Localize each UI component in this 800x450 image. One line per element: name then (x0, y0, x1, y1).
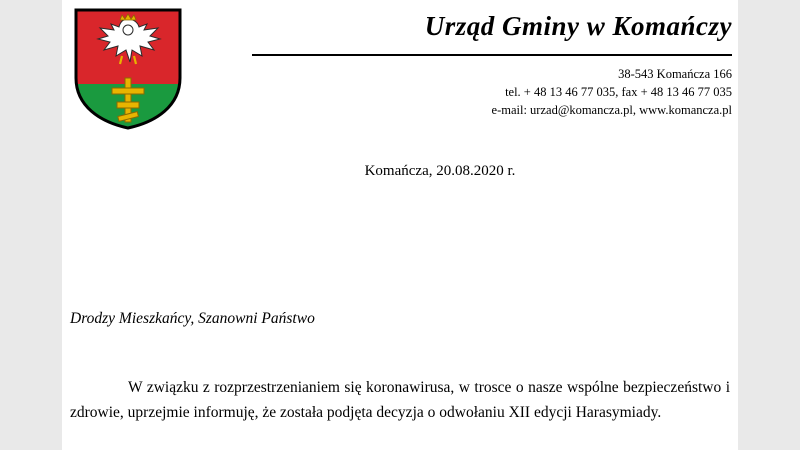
body-paragraph: W związku z rozprzestrzenianiem się koronawirusa, w trosce o nasze wspólne bezpieczeństwo i zdrowie, uprzejmie informuję, że została podjęta decyzja o odwołaniu XII edycji Harasymiady. (70, 379, 730, 422)
salutation: Drodzy Mieszkańcy, Szanowni Państwo (70, 310, 315, 327)
letterhead (62, 0, 738, 150)
right-margin-band (738, 0, 800, 450)
letterhead-text (252, 12, 732, 119)
letter-sheet (62, 0, 738, 450)
letter-body (70, 375, 730, 425)
email-line: e-mail: urzad@komancza.pl, www.komancza.pl (491, 102, 732, 117)
header-divider (252, 54, 732, 56)
contact-block (252, 65, 732, 119)
left-margin-band (0, 0, 62, 450)
place-and-date (62, 163, 738, 180)
office-title: Urząd Gminy w Komańczy (424, 11, 732, 41)
coat-of-arms-icon (72, 6, 184, 131)
place-date-text: Komańcza, 20.08.2020 r. (364, 163, 516, 179)
address-line: 38-543 Komańcza 166 (618, 66, 732, 81)
phone-line: tel. + 48 13 46 77 035, fax + 48 13 46 77 035 (505, 84, 732, 99)
